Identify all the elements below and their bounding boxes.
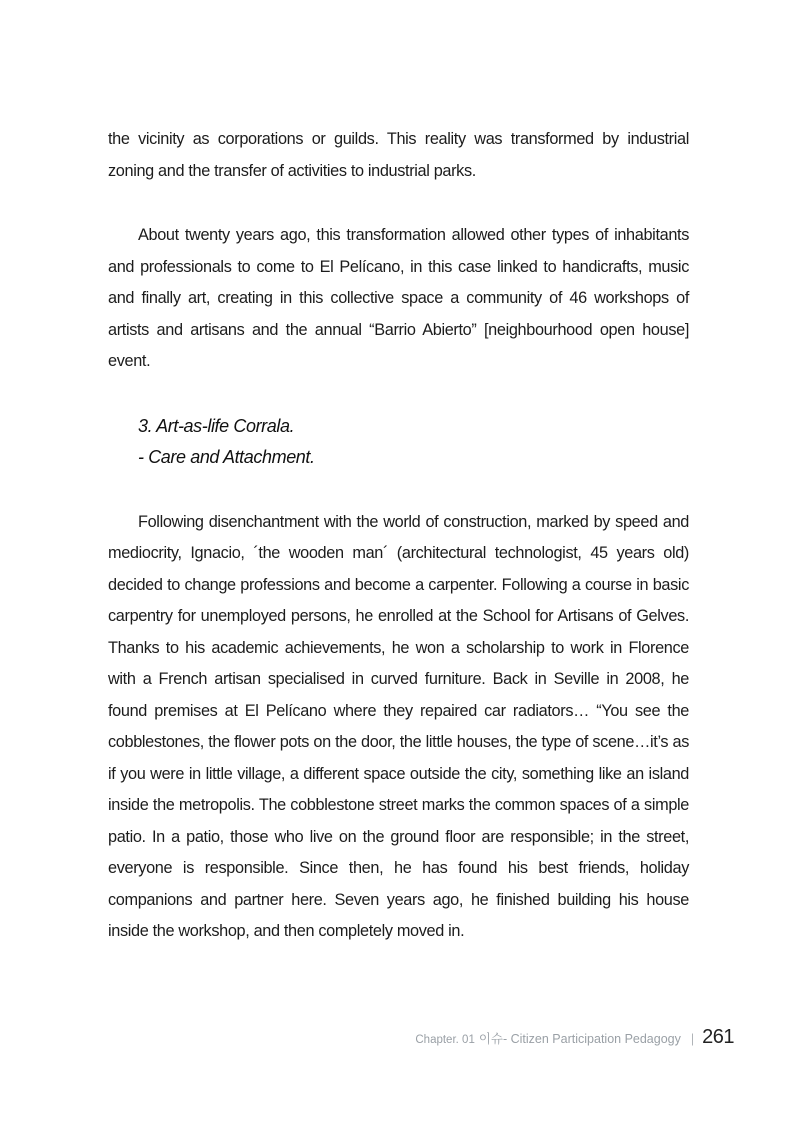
paragraph-continuation: the vicinity as corporations or guilds. This reality was transformed by industrial zoning and the transfer of activities to industrial parks. [108,130,689,180]
paragraph-ignacio: Following disenchantment with the world of construction, marked by speed and mediocrity, Ignacio, ´the wooden man´ (architectural technologist, 45 years old) decided to change professions and become a carpenter. Following a course in basic carpentry for unemployed persons, he enrolled at the School for Artisans of Gelves. Thanks to his academic achievements, he won a scholarship to work in Florence with a French artisan specialised in curved furniture. Back in Seville in 2008, he found premises at El Pelícano where they repaired car radiators… “You see the cobblestones, the flower pots on the door, the little houses, the type of scene…it’s as if you were in little village, a different space outside the city, something like an island inside the metropolis. The cobblestone street marks the common spaces of a simple patio. In a patio, those who live on the ground floor are responsible; in the street, everyone is responsible. Since then, he has found his best friends, holiday companions and partner here. Seven years ago, he finished building his house inside the workshop, and then completely moved in. [108,512,689,940]
footer-separator: | [690,1032,695,1046]
paragraph-el-pelicano: About twenty years ago, this transformation allowed other types of inhabitants and professionals to come to El Pelícano, in this case linked to handicrafts, music and finally art, creating in this collective space a community of 46 workshops of artists and artisans and the annual “Barrio Abierto” [neighbourhood open house] event. [108,226,689,370]
footer-issue-title: 이슈- Citizen Participation Pedagogy [478,1032,681,1046]
page-footer [415,1026,734,1049]
page-body [108,124,689,981]
section-subtitle: - Care and Attachment. [138,447,315,467]
section-title: 3. Art-as-life Corrala. [138,415,295,436]
footer-chapter: Chapter. 01 [415,1034,475,1046]
section-heading [138,411,689,474]
page-number: 261 [702,1026,734,1048]
